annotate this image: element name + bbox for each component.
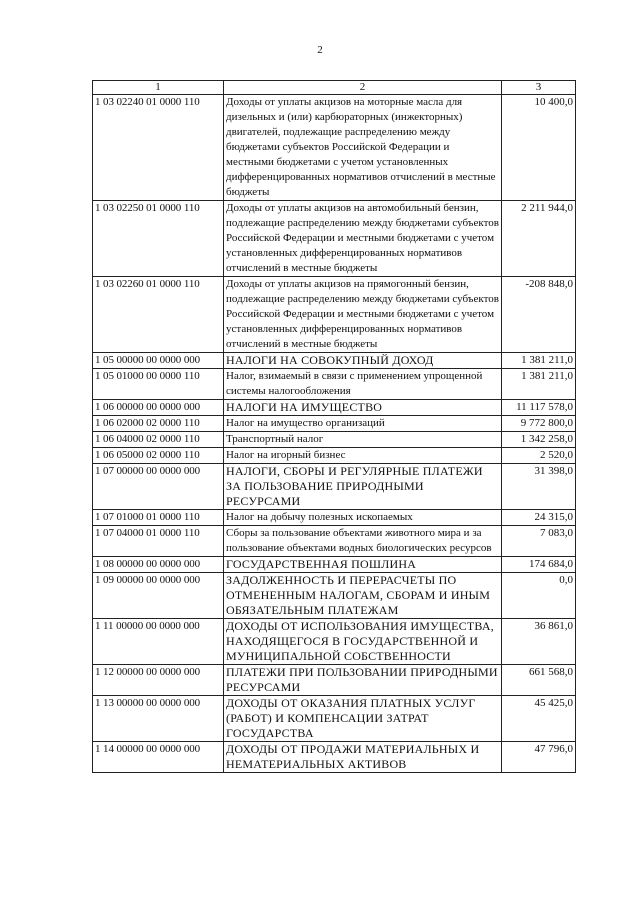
column-header-code: 1: [93, 81, 224, 95]
revenue-code: 1 05 01000 00 0000 110: [93, 369, 224, 400]
table-body: [93, 95, 576, 773]
revenue-name: Сборы за пользование объектами животного мира и за пользование объектами водных биологических ресурсов: [224, 526, 502, 557]
page-number: 2: [317, 44, 323, 56]
table-row: [93, 353, 576, 369]
revenue-code: 1 09 00000 00 0000 000: [93, 573, 224, 619]
table-row: [93, 400, 576, 416]
revenue-name: Налог на добычу полезных ископаемых: [224, 510, 502, 526]
revenue-name: ДОХОДЫ ОТ ИСПОЛЬЗОВАНИЯ ИМУЩЕСТВА, НАХОДЯЩЕГОСЯ В ГОСУДАРСТВЕННОЙ И МУНИЦИПАЛЬНОЙ СОБСТВЕННОСТИ: [224, 619, 502, 665]
table-row: [93, 416, 576, 432]
revenue-amount: -208 848,0: [502, 277, 576, 353]
revenue-code: 1 06 05000 02 0000 110: [93, 448, 224, 464]
revenue-code: 1 07 04000 01 0000 110: [93, 526, 224, 557]
table-row: [93, 619, 576, 665]
revenue-name: ДОХОДЫ ОТ ОКАЗАНИЯ ПЛАТНЫХ УСЛУГ (РАБОТ) И КОМПЕНСАЦИИ ЗАТРАТ ГОСУДАРСТВА: [224, 696, 502, 742]
revenue-name: Доходы от уплаты акцизов на автомобильный бензин, подлежащие распределению между бюджетами субъектов Российской Федерации и местными бюджетами с учетом установленных дифференцированных нормативов отчислений в местные бюджеты: [224, 201, 502, 277]
table-row: [93, 557, 576, 573]
revenue-amount: 174 684,0: [502, 557, 576, 573]
revenue-name: ДОХОДЫ ОТ ПРОДАЖИ МАТЕРИАЛЬНЫХ И НЕМАТЕРИАЛЬНЫХ АКТИВОВ: [224, 742, 502, 773]
revenue-name: Налог на игорный бизнес: [224, 448, 502, 464]
revenue-amount: 1 381 211,0: [502, 353, 576, 369]
revenue-name: ЗАДОЛЖЕННОСТЬ И ПЕРЕРАСЧЕТЫ ПО ОТМЕНЕННЫМ НАЛОГАМ, СБОРАМ И ИНЫМ ОБЯЗАТЕЛЬНЫМ ПЛАТЕЖАМ: [224, 573, 502, 619]
revenue-name: НАЛОГИ НА СОВОКУПНЫЙ ДОХОД: [224, 353, 502, 369]
revenue-amount: 2 520,0: [502, 448, 576, 464]
revenue-name: Доходы от уплаты акцизов на моторные масла для дизельных и (или) карбюраторных (инжекторных) двигателей, подлежащие распределению между бюджетами субъектов Российской Федерации и местными бюджетами с учетом установленных дифференцированных нормативов отчислений в местные бюджеты: [224, 95, 502, 201]
revenue-amount: 7 083,0: [502, 526, 576, 557]
revenue-code: 1 12 00000 00 0000 000: [93, 665, 224, 696]
table-row: [93, 464, 576, 510]
revenue-code: 1 13 00000 00 0000 000: [93, 696, 224, 742]
table-row: [93, 369, 576, 400]
revenue-code: 1 07 01000 01 0000 110: [93, 510, 224, 526]
table-row: [93, 573, 576, 619]
revenue-name: Транспортный налог: [224, 432, 502, 448]
revenue-amount: 661 568,0: [502, 665, 576, 696]
table-row: [93, 665, 576, 696]
column-header-name: 2: [224, 81, 502, 95]
table-header: [93, 81, 576, 95]
revenue-code: 1 03 02250 01 0000 110: [93, 201, 224, 277]
revenue-amount: 31 398,0: [502, 464, 576, 510]
table-row: [93, 510, 576, 526]
revenue-name: Доходы от уплаты акцизов на прямогонный бензин, подлежащие распределению между бюджетами субъектов Российской Федерации и местными бюджетами с учетом установленных дифференцированных нормативов отчислений в местные бюджеты: [224, 277, 502, 353]
revenue-table: [92, 80, 576, 773]
table-row: [93, 432, 576, 448]
table-header-row: [93, 81, 576, 95]
revenue-code: 1 08 00000 00 0000 000: [93, 557, 224, 573]
revenue-name: Налог на имущество организаций: [224, 416, 502, 432]
table-row: [93, 526, 576, 557]
table-row: [93, 201, 576, 277]
table-row: [93, 696, 576, 742]
revenue-code: 1 14 00000 00 0000 000: [93, 742, 224, 773]
revenue-amount: 9 772 800,0: [502, 416, 576, 432]
revenue-code: 1 06 00000 00 0000 000: [93, 400, 224, 416]
revenue-name: Налог, взимаемый в связи с применением упрощенной системы налогообложения: [224, 369, 502, 400]
revenue-amount: 36 861,0: [502, 619, 576, 665]
revenue-amount: 45 425,0: [502, 696, 576, 742]
revenue-amount: 1 381 211,0: [502, 369, 576, 400]
revenue-name: ГОСУДАРСТВЕННАЯ ПОШЛИНА: [224, 557, 502, 573]
revenue-amount: 24 315,0: [502, 510, 576, 526]
revenue-amount: 10 400,0: [502, 95, 576, 201]
table-row: [93, 742, 576, 773]
revenue-code: 1 07 00000 00 0000 000: [93, 464, 224, 510]
revenue-code: 1 03 02240 01 0000 110: [93, 95, 224, 201]
revenue-code: 1 03 02260 01 0000 110: [93, 277, 224, 353]
table-row: [93, 277, 576, 353]
revenue-amount: 0,0: [502, 573, 576, 619]
revenue-code: 1 06 04000 02 0000 110: [93, 432, 224, 448]
revenue-amount: 47 796,0: [502, 742, 576, 773]
revenue-name: НАЛОГИ, СБОРЫ И РЕГУЛЯРНЫЕ ПЛАТЕЖИ ЗА ПОЛЬЗОВАНИЕ ПРИРОДНЫМИ РЕСУРСАМИ: [224, 464, 502, 510]
revenue-code: 1 06 02000 02 0000 110: [93, 416, 224, 432]
table-row: [93, 448, 576, 464]
revenue-name: НАЛОГИ НА ИМУЩЕСТВО: [224, 400, 502, 416]
revenue-amount: 11 117 578,0: [502, 400, 576, 416]
revenue-amount: 1 342 258,0: [502, 432, 576, 448]
revenue-code: 1 11 00000 00 0000 000: [93, 619, 224, 665]
column-header-amount: 3: [502, 81, 576, 95]
revenue-code: 1 05 00000 00 0000 000: [93, 353, 224, 369]
table-row: [93, 95, 576, 201]
revenue-name: ПЛАТЕЖИ ПРИ ПОЛЬЗОВАНИИ ПРИРОДНЫМИ РЕСУРСАМИ: [224, 665, 502, 696]
revenue-amount: 2 211 944,0: [502, 201, 576, 277]
